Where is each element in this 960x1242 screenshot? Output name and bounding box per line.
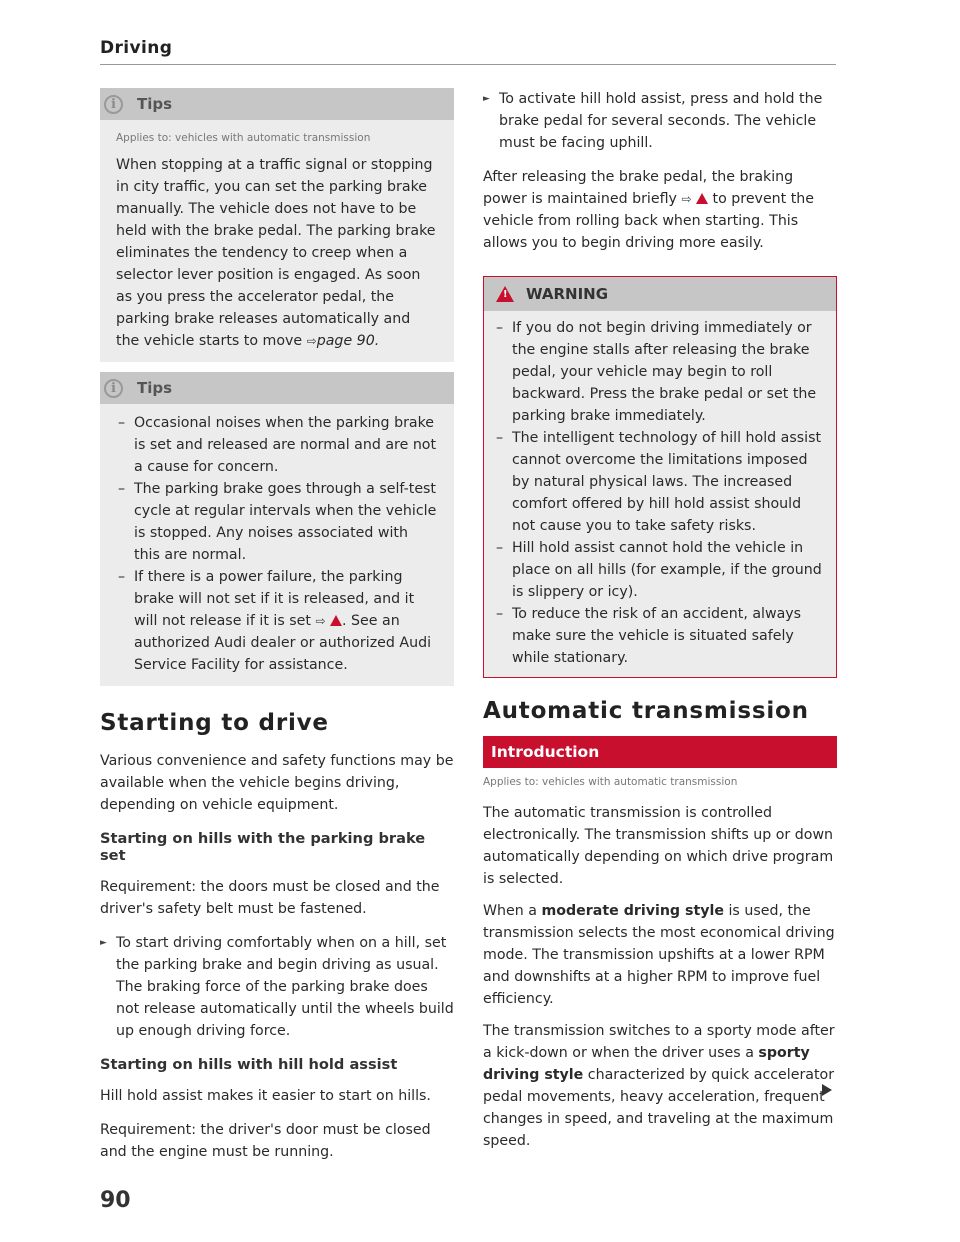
tips-label: Tips (137, 379, 173, 397)
tips-text (116, 154, 438, 352)
tips-header (100, 88, 454, 120)
tips-box-1 (100, 88, 454, 362)
bold-term: sporty driving style (483, 1045, 810, 1083)
paragraph-text: is used, the transmission selects the most economical driving mode. The transmission upshifts at a lower RPM and downshifts at a higher RPM to improve fuel efficiency. (483, 903, 835, 1007)
paragraph: Hill hold assist makes it easier to start on hills. (100, 1088, 431, 1104)
info-icon: i (104, 379, 123, 398)
page-header (100, 38, 836, 58)
tips-label: Tips (137, 95, 173, 113)
header-rule (100, 64, 836, 65)
paragraph-text: The transmission switches to a sporty mode after a kick-down or when the driver uses a (483, 1023, 835, 1061)
arrow-icon: ⇨ (306, 334, 317, 348)
warning-icon[interactable] (696, 193, 708, 204)
bold-term: moderate driving style (541, 903, 724, 919)
tips-text-main: When stopping at a traffic signal or stopping in city traffic, you can set the parking brake manually. The vehicle does not have to be held with the brake pedal. The parking brake eliminates the tendency to creep when a selector lever position is engaged. As soon as you press the accelerator pedal, the parking brake releases automatically and the vehicle starts to move (116, 157, 436, 349)
paragraph-text: characterized by quick accelerator pedal movements, heavy acceleration, frequent changes in speed, and traveling at the maximum speed. (483, 1067, 835, 1149)
warning-list (494, 317, 826, 669)
tips-body (100, 404, 454, 686)
continue-arrow-icon (822, 1084, 832, 1096)
warning-body (484, 311, 836, 677)
list-item: – Occasional noises when the parking brake is set and released are normal and are not a cause for concern. (116, 412, 438, 478)
list-item: – The intelligent technology of hill hold assist cannot overcome the limitations imposed by natural physical laws. The increased comfort offered by hill hold assist should not cause you to take safety risks. (494, 427, 826, 537)
warning-icon: ! (496, 286, 514, 302)
subheading: Starting on hills with hill hold assist (100, 1056, 398, 1073)
applies-to: Applies to: vehicles with automatic transmission (116, 132, 371, 144)
paragraph (483, 900, 837, 1010)
paragraph-text: to prevent the vehicle from rolling back when starting. This allows you to begin driving more easily. (483, 191, 815, 251)
page-number: 90 (100, 1188, 131, 1213)
heading-automatic-transmission: Automatic transmission (483, 698, 809, 724)
step-item: ► To activate hill hold assist, press and hold the brake pedal for several seconds. The vehicle must be facing uphill. (483, 88, 837, 154)
tips-header (100, 372, 454, 404)
paragraph-text: When a (483, 903, 542, 919)
warning-icon[interactable] (330, 615, 342, 626)
tips-body (100, 120, 454, 362)
heading-starting-to-drive: Starting to drive (100, 710, 329, 736)
page-reference-link[interactable]: page 90. (316, 333, 380, 349)
info-icon: i (104, 95, 123, 114)
list-item (116, 566, 438, 676)
paragraph: Requirement: the driver's door must be closed and the engine must be running. (100, 1122, 431, 1160)
arrow-icon: ⇨ (681, 192, 692, 206)
paragraph: The automatic transmission is controlled electronically. The transmission shifts up or down automatically depending on which drive program is selected. (483, 805, 834, 887)
warning-label: WARNING (526, 285, 609, 303)
introduction-bar: Introduction (483, 736, 837, 768)
tips-box-2 (100, 372, 454, 686)
applies-to: Applies to: vehicles with automatic transmission (483, 776, 738, 788)
list-item-text: If there is a power failure, the parking brake will not set if it is released, and it will not release if it is set (134, 569, 415, 629)
warning-header (484, 277, 836, 311)
left-column (100, 88, 454, 1163)
paragraph (483, 166, 837, 254)
right-column (483, 88, 837, 1152)
paragraph-text: After releasing the brake pedal, the braking power is maintained briefly (483, 169, 794, 207)
section-title: Driving (100, 38, 173, 58)
paragraph: Various convenience and safety functions may be available when the vehicle begins driving, depending on vehicle equipment. (100, 753, 454, 813)
warning-box (483, 276, 837, 678)
arrow-icon: ⇨ (315, 614, 326, 628)
subheading: Starting on hills with the parking brake set (100, 830, 426, 864)
paragraph (483, 1020, 837, 1152)
paragraph: Requirement: the doors must be closed and the driver's safety belt must be fastened. (100, 879, 440, 917)
step-item: ► To start driving comfortably when on a hill, set the parking brake and begin driving as usual. The braking force of the parking brake does not release automatically until the wheels build up enough driving force. (100, 932, 454, 1042)
list-item: – Hill hold assist cannot hold the vehicle in place on all hills (for example, if the ground is slippery or icy). (494, 537, 826, 603)
list-item-text: . See an authorized Audi dealer or authorized Audi Service Facility for assistance. (134, 613, 432, 673)
tips-list (116, 412, 438, 676)
list-item: – To reduce the risk of an accident, always make sure the vehicle is situated safely while stationary. (494, 603, 826, 669)
list-item: – The parking brake goes through a self-test cycle at regular intervals when the vehicle is stopped. Any noises associated with this are normal. (116, 478, 438, 566)
list-item: – If you do not begin driving immediately or the engine stalls after releasing the brake pedal, your vehicle may begin to roll backward. Press the brake pedal or set the parking brake immediately. (494, 317, 826, 427)
